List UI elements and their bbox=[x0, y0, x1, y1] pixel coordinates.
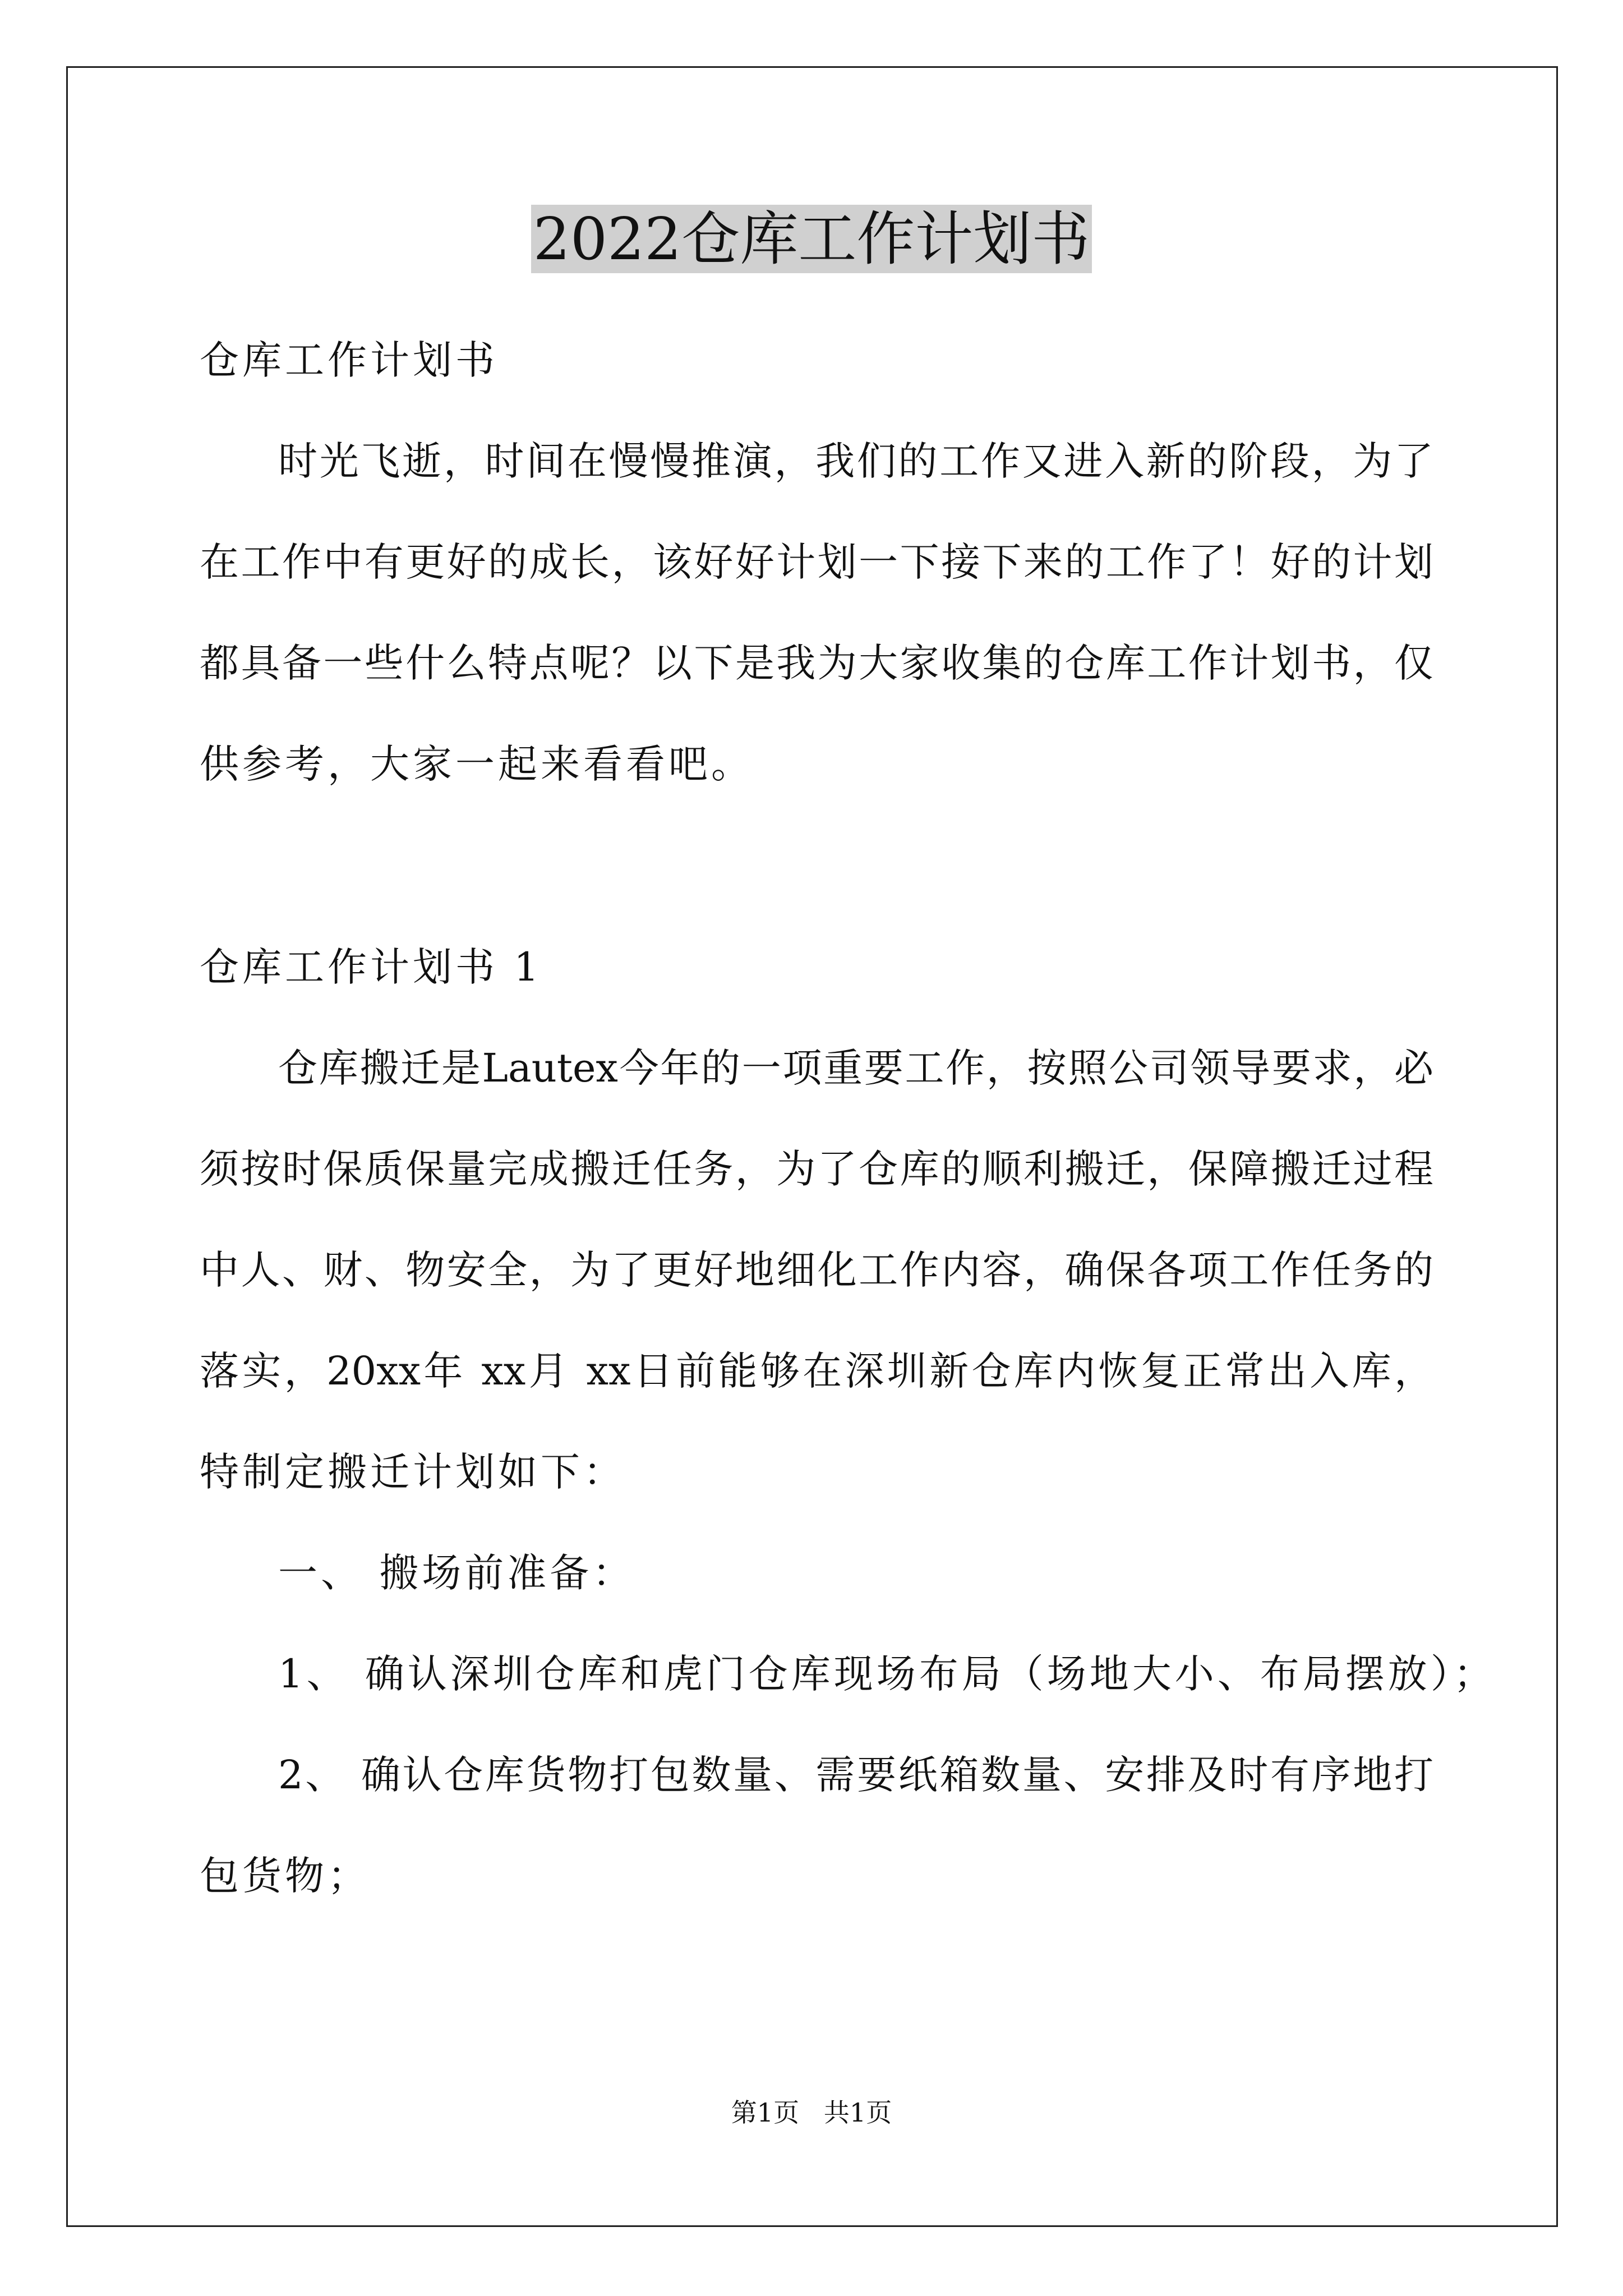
document-title bbox=[0, 200, 1623, 278]
page-footer: 第1页 共1页 bbox=[731, 2097, 892, 2128]
section1-line-3: 中人、财、物安全，为了更好地细化工作内容，确保各项工作任务的 bbox=[200, 1247, 1433, 1293]
list-heading: 一、 搬场前准备： bbox=[278, 1550, 635, 1596]
section1-heading: 仓库工作计划书 1 bbox=[200, 944, 542, 990]
intro-heading: 仓库工作计划书 bbox=[200, 337, 498, 383]
intro-line-1: 时光飞逝，时间在慢慢推演，我们的工作又进入新的阶段，为了 bbox=[278, 438, 1433, 484]
list-item-1: 1、 确认深圳仓库和虎门仓库现场布局（场地大小、布局摆放）； bbox=[278, 1651, 1496, 1697]
intro-line-4: 供参考，大家一起来看看吧。 bbox=[200, 741, 754, 787]
title-text: 2022仓库工作计划书 bbox=[531, 205, 1092, 273]
list-item-2: 2、 确认仓库货物打包数量、需要纸箱数量、安排及时有序地打 bbox=[278, 1752, 1433, 1798]
section1-line-4: 落实，20xx年 xx月 xx日前能够在深圳新仓库内恢复正常出入库， bbox=[200, 1348, 1433, 1394]
intro-line-3: 都具备一些什么特点呢？以下是我为大家收集的仓库工作计划书，仅 bbox=[200, 640, 1433, 686]
section1-line-2: 须按时保质保量完成搬迁任务，为了仓库的顺利搬迁，保障搬迁过程 bbox=[200, 1146, 1433, 1192]
intro-line-2: 在工作中有更好的成长，该好好计划一下接下来的工作了！好的计划 bbox=[200, 539, 1433, 585]
list-item-2-continuation: 包货物； bbox=[200, 1853, 370, 1899]
section1-line-1: 仓库搬迁是Lautex今年的一项重要工作，按照公司领导要求，必 bbox=[278, 1045, 1433, 1091]
document-body bbox=[200, 337, 1496, 1957]
section1-line-5: 特制定搬迁计划如下： bbox=[200, 1449, 626, 1495]
